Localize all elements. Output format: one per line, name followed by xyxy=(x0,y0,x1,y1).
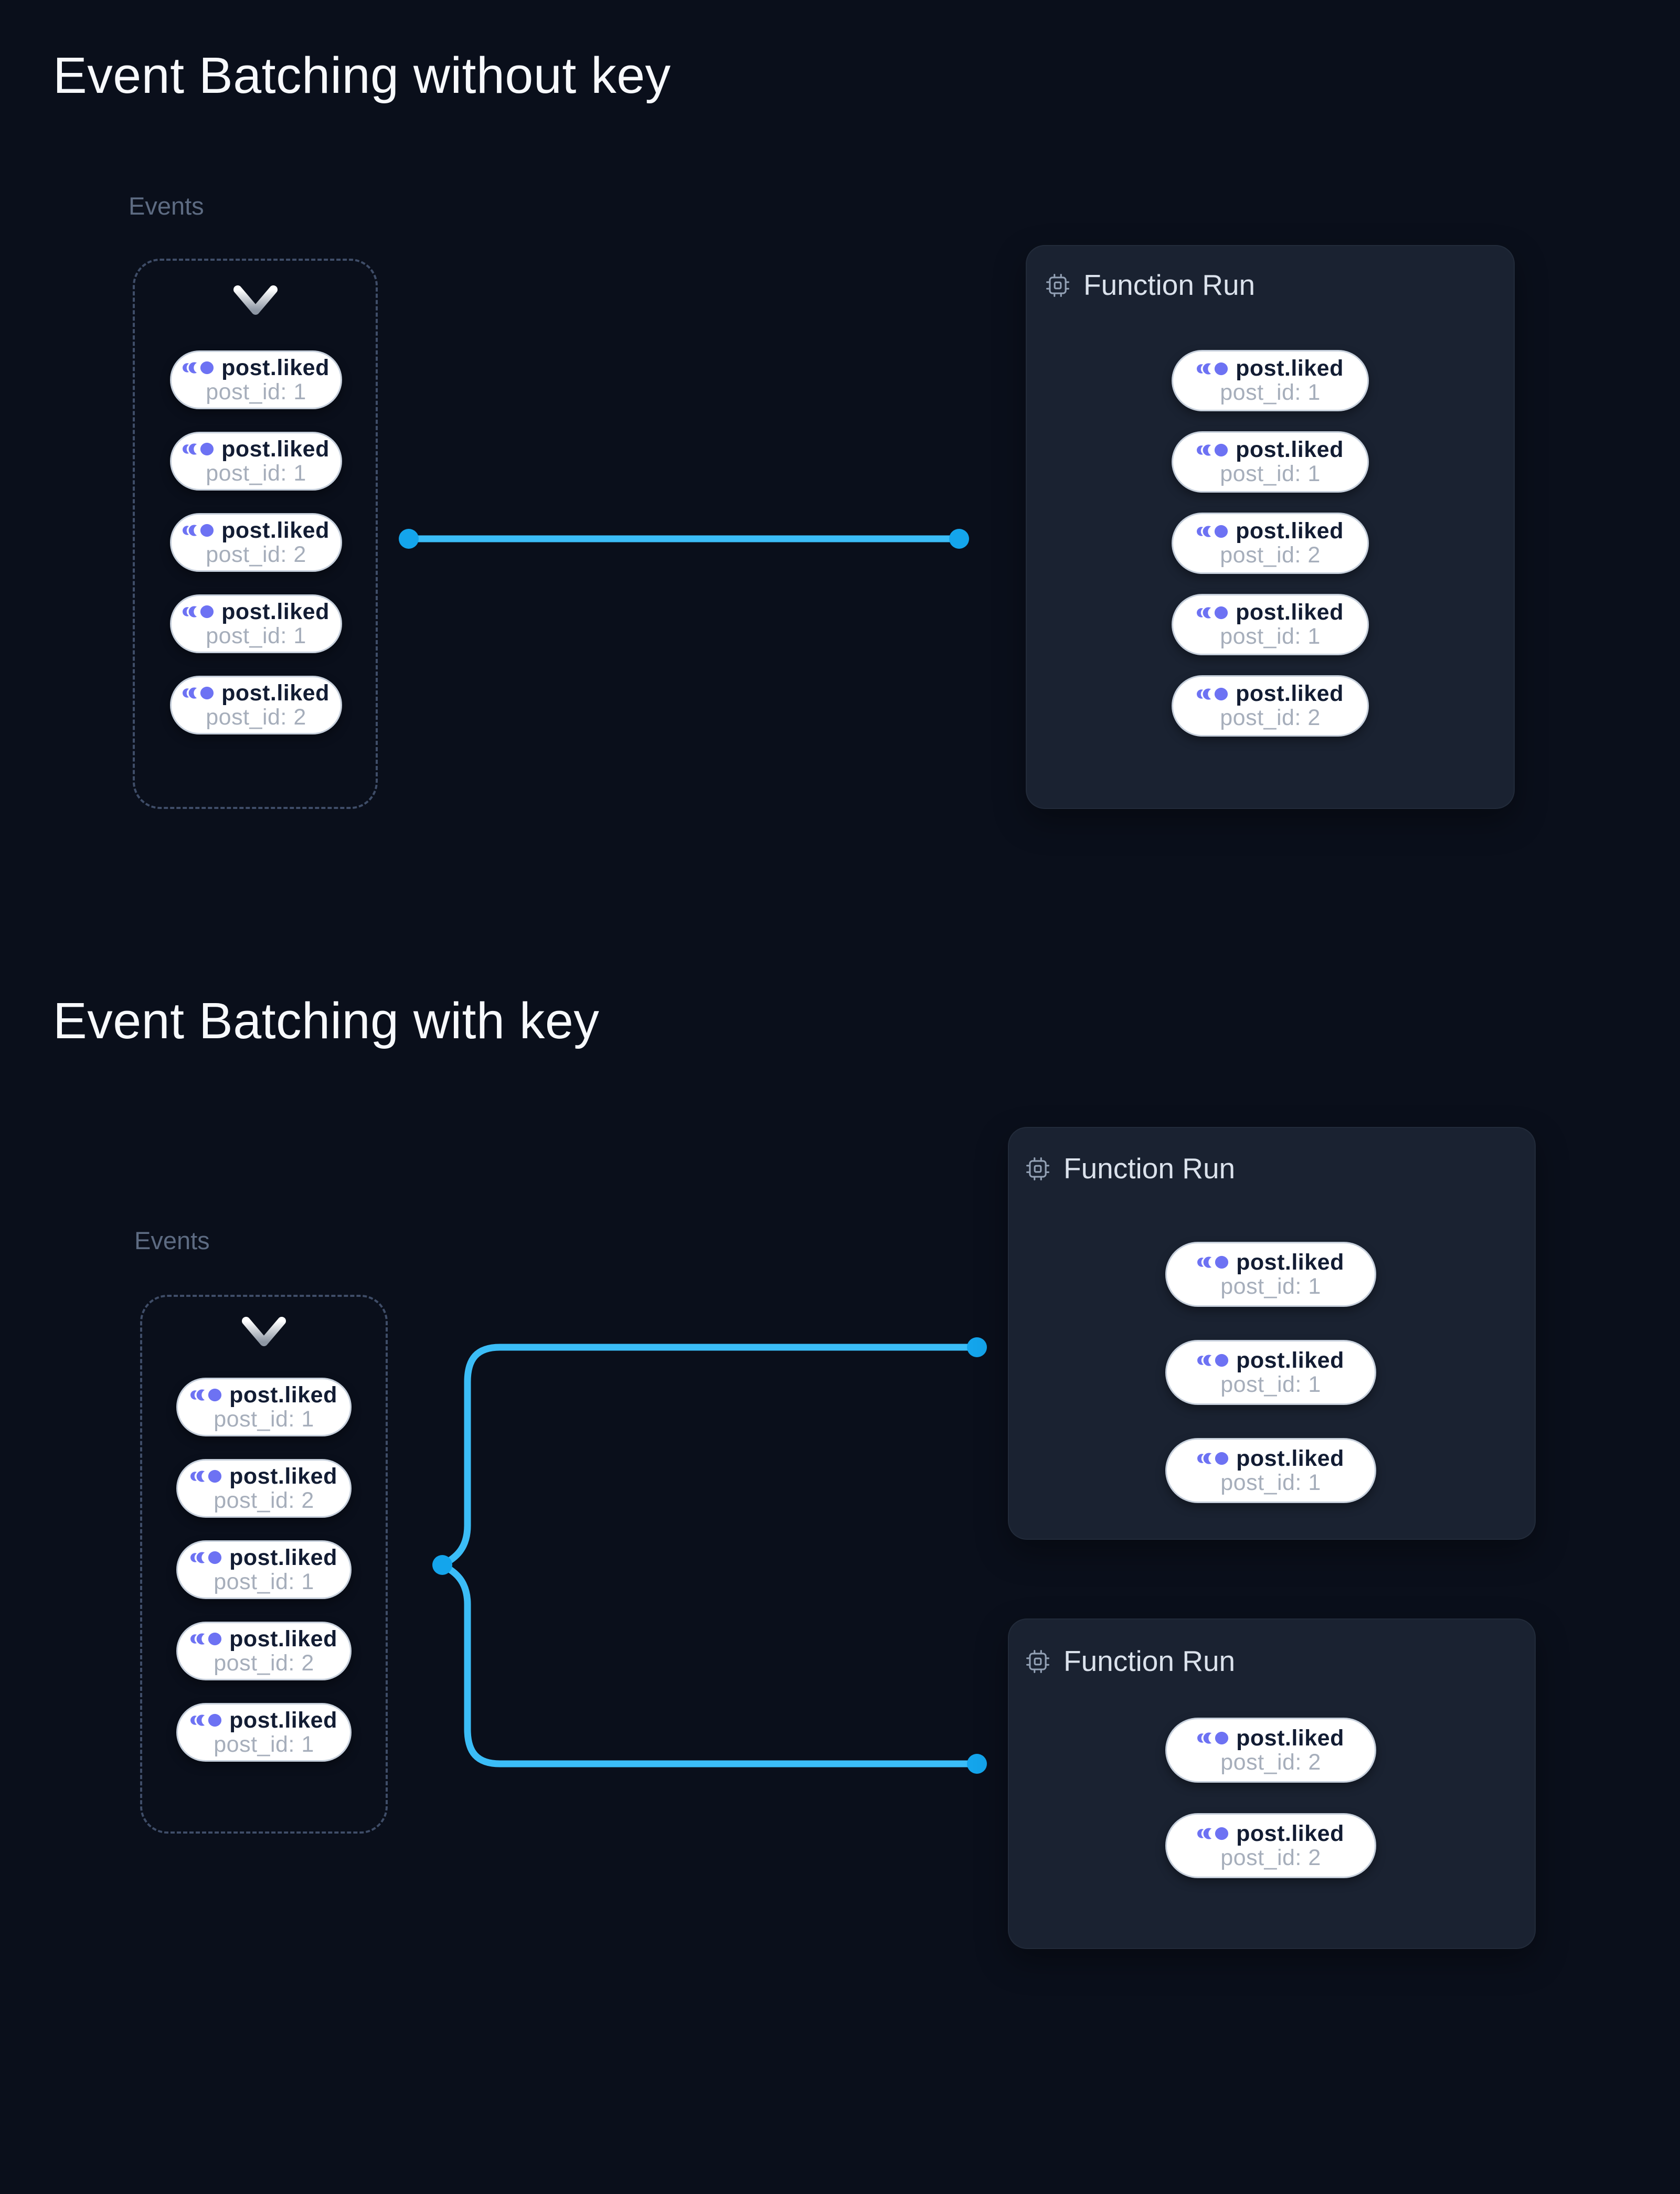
event-pill-top xyxy=(1197,1820,1344,1846)
section-title-with-key: Event Batching with key xyxy=(53,992,600,1049)
connector-dot xyxy=(967,1337,987,1357)
function-run-title: Function Run xyxy=(1064,1645,1236,1677)
event-pill-top xyxy=(183,438,329,461)
event-name: post.liked xyxy=(221,436,329,462)
event-name: post.liked xyxy=(221,599,329,624)
connector-branch-top xyxy=(442,1347,977,1565)
event-name: post.liked xyxy=(1236,1347,1344,1373)
event-pill xyxy=(176,1540,352,1599)
event-name: post.liked xyxy=(229,1463,337,1489)
event-pulse-icon xyxy=(1197,1451,1229,1466)
event-pulse-icon xyxy=(190,1550,222,1565)
function-run-header xyxy=(1025,1154,1235,1183)
event-name: post.liked xyxy=(1236,518,1344,544)
event-name: post.liked xyxy=(1236,1820,1344,1846)
event-name: post.liked xyxy=(221,680,329,706)
event-pill-top xyxy=(1197,601,1344,624)
event-pill xyxy=(170,594,342,653)
event-pill xyxy=(176,1378,352,1436)
event-pulse-icon xyxy=(190,1632,222,1646)
event-pill xyxy=(1172,675,1369,737)
event-pill xyxy=(1165,1813,1376,1878)
event-pill xyxy=(1172,431,1369,493)
event-meta: post_id: 1 xyxy=(206,379,306,404)
event-pill-top xyxy=(1197,1727,1344,1750)
event-meta: post_id: 1 xyxy=(1220,380,1321,405)
event-pulse-icon xyxy=(183,523,214,538)
event-meta: post_id: 2 xyxy=(1220,542,1321,568)
event-meta: post_id: 2 xyxy=(1220,705,1321,730)
event-name: post.liked xyxy=(1236,1249,1344,1275)
connector-dot xyxy=(399,529,419,549)
chevron-down-icon xyxy=(241,1316,287,1348)
connector-dot xyxy=(949,529,969,549)
event-pulse-icon xyxy=(1197,1731,1229,1745)
event-pulse-icon xyxy=(1197,361,1228,376)
event-meta: post_id: 1 xyxy=(1220,1273,1321,1299)
event-pulse-icon xyxy=(1197,524,1228,539)
event-meta: post_id: 2 xyxy=(1220,1749,1321,1775)
event-pill xyxy=(176,1703,352,1762)
event-name: post.liked xyxy=(221,355,329,380)
event-pill-top xyxy=(1197,1349,1344,1372)
event-pill-top xyxy=(183,519,329,542)
event-pill xyxy=(170,432,342,491)
event-pill-top xyxy=(190,1465,337,1488)
function-run-title: Function Run xyxy=(1083,269,1256,301)
function-run-header xyxy=(1025,1647,1235,1676)
cpu-chip-icon xyxy=(1045,272,1071,299)
event-pulse-icon xyxy=(190,1388,222,1402)
function-run-header xyxy=(1045,271,1255,300)
event-pulse-icon xyxy=(183,686,214,700)
event-meta: post_id: 1 xyxy=(206,623,306,648)
event-meta: post_id: 2 xyxy=(206,541,306,567)
event-pulse-icon xyxy=(183,442,214,456)
event-pill-top xyxy=(1197,1251,1344,1274)
event-meta: post_id: 1 xyxy=(1220,1469,1321,1495)
event-pill-top xyxy=(1197,439,1344,461)
event-name: post.liked xyxy=(229,1707,337,1733)
event-meta: post_id: 1 xyxy=(214,1731,314,1757)
function-run-title: Function Run xyxy=(1064,1152,1236,1185)
event-pill xyxy=(1165,1340,1376,1405)
event-pulse-icon xyxy=(190,1469,222,1484)
event-name: post.liked xyxy=(221,517,329,543)
event-pill-top xyxy=(183,682,329,705)
event-pill xyxy=(170,350,342,409)
event-meta: post_id: 1 xyxy=(206,460,306,486)
event-name: post.liked xyxy=(1236,600,1344,625)
event-pulse-icon xyxy=(183,604,214,619)
event-pill xyxy=(1165,1438,1376,1503)
event-pulse-icon xyxy=(1197,605,1228,620)
event-meta: post_id: 1 xyxy=(1220,1371,1321,1397)
event-meta: post_id: 1 xyxy=(214,1569,314,1594)
event-pill xyxy=(176,1459,352,1518)
event-pill xyxy=(170,513,342,572)
event-pill-top xyxy=(1197,683,1344,705)
event-pill xyxy=(1172,513,1369,574)
event-meta: post_id: 2 xyxy=(214,1487,314,1513)
section-title-without-key: Event Batching without key xyxy=(53,47,671,104)
event-pill-top xyxy=(190,1384,337,1407)
event-pill-top xyxy=(183,601,329,623)
event-pulse-icon xyxy=(1197,1353,1229,1368)
chevron-down-icon xyxy=(232,284,279,317)
event-pulse-icon xyxy=(1197,1826,1229,1841)
event-pill-top xyxy=(1197,520,1344,542)
connector-dot xyxy=(967,1754,987,1774)
event-meta: post_id: 1 xyxy=(1220,461,1321,486)
event-name: post.liked xyxy=(1236,681,1344,706)
cpu-chip-icon xyxy=(1025,1156,1051,1182)
cpu-chip-icon xyxy=(1025,1648,1051,1675)
event-meta: post_id: 2 xyxy=(206,704,306,730)
event-pulse-icon xyxy=(1197,443,1228,457)
event-name: post.liked xyxy=(1236,437,1344,462)
connector-branch-bottom xyxy=(442,1565,977,1764)
event-name: post.liked xyxy=(1236,1445,1344,1471)
event-name: post.liked xyxy=(229,1545,337,1570)
event-pill xyxy=(170,676,342,734)
event-meta: post_id: 2 xyxy=(214,1650,314,1676)
event-pill-top xyxy=(1197,1447,1344,1470)
event-pulse-icon xyxy=(183,360,214,375)
event-meta: post_id: 1 xyxy=(214,1406,314,1432)
connector-dot xyxy=(432,1555,452,1575)
events-label: Events xyxy=(129,192,204,220)
event-name: post.liked xyxy=(1236,356,1344,381)
event-pill-top xyxy=(183,357,329,379)
event-pulse-icon xyxy=(1197,1255,1229,1270)
events-label: Events xyxy=(134,1227,210,1254)
event-pill xyxy=(1172,350,1369,411)
event-pill-top xyxy=(1197,357,1344,380)
event-pill xyxy=(1165,1718,1376,1783)
event-pulse-icon xyxy=(190,1713,222,1728)
event-pill xyxy=(176,1622,352,1680)
event-pill xyxy=(1172,594,1369,655)
event-name: post.liked xyxy=(229,1382,337,1408)
event-pulse-icon xyxy=(1197,687,1228,701)
event-pill-top xyxy=(190,1628,337,1650)
event-pill-top xyxy=(190,1547,337,1569)
event-name: post.liked xyxy=(1236,1725,1344,1751)
event-pill-top xyxy=(190,1709,337,1732)
event-meta: post_id: 1 xyxy=(1220,624,1321,649)
event-name: post.liked xyxy=(229,1626,337,1652)
event-meta: post_id: 2 xyxy=(1220,1845,1321,1870)
event-pill xyxy=(1165,1242,1376,1307)
